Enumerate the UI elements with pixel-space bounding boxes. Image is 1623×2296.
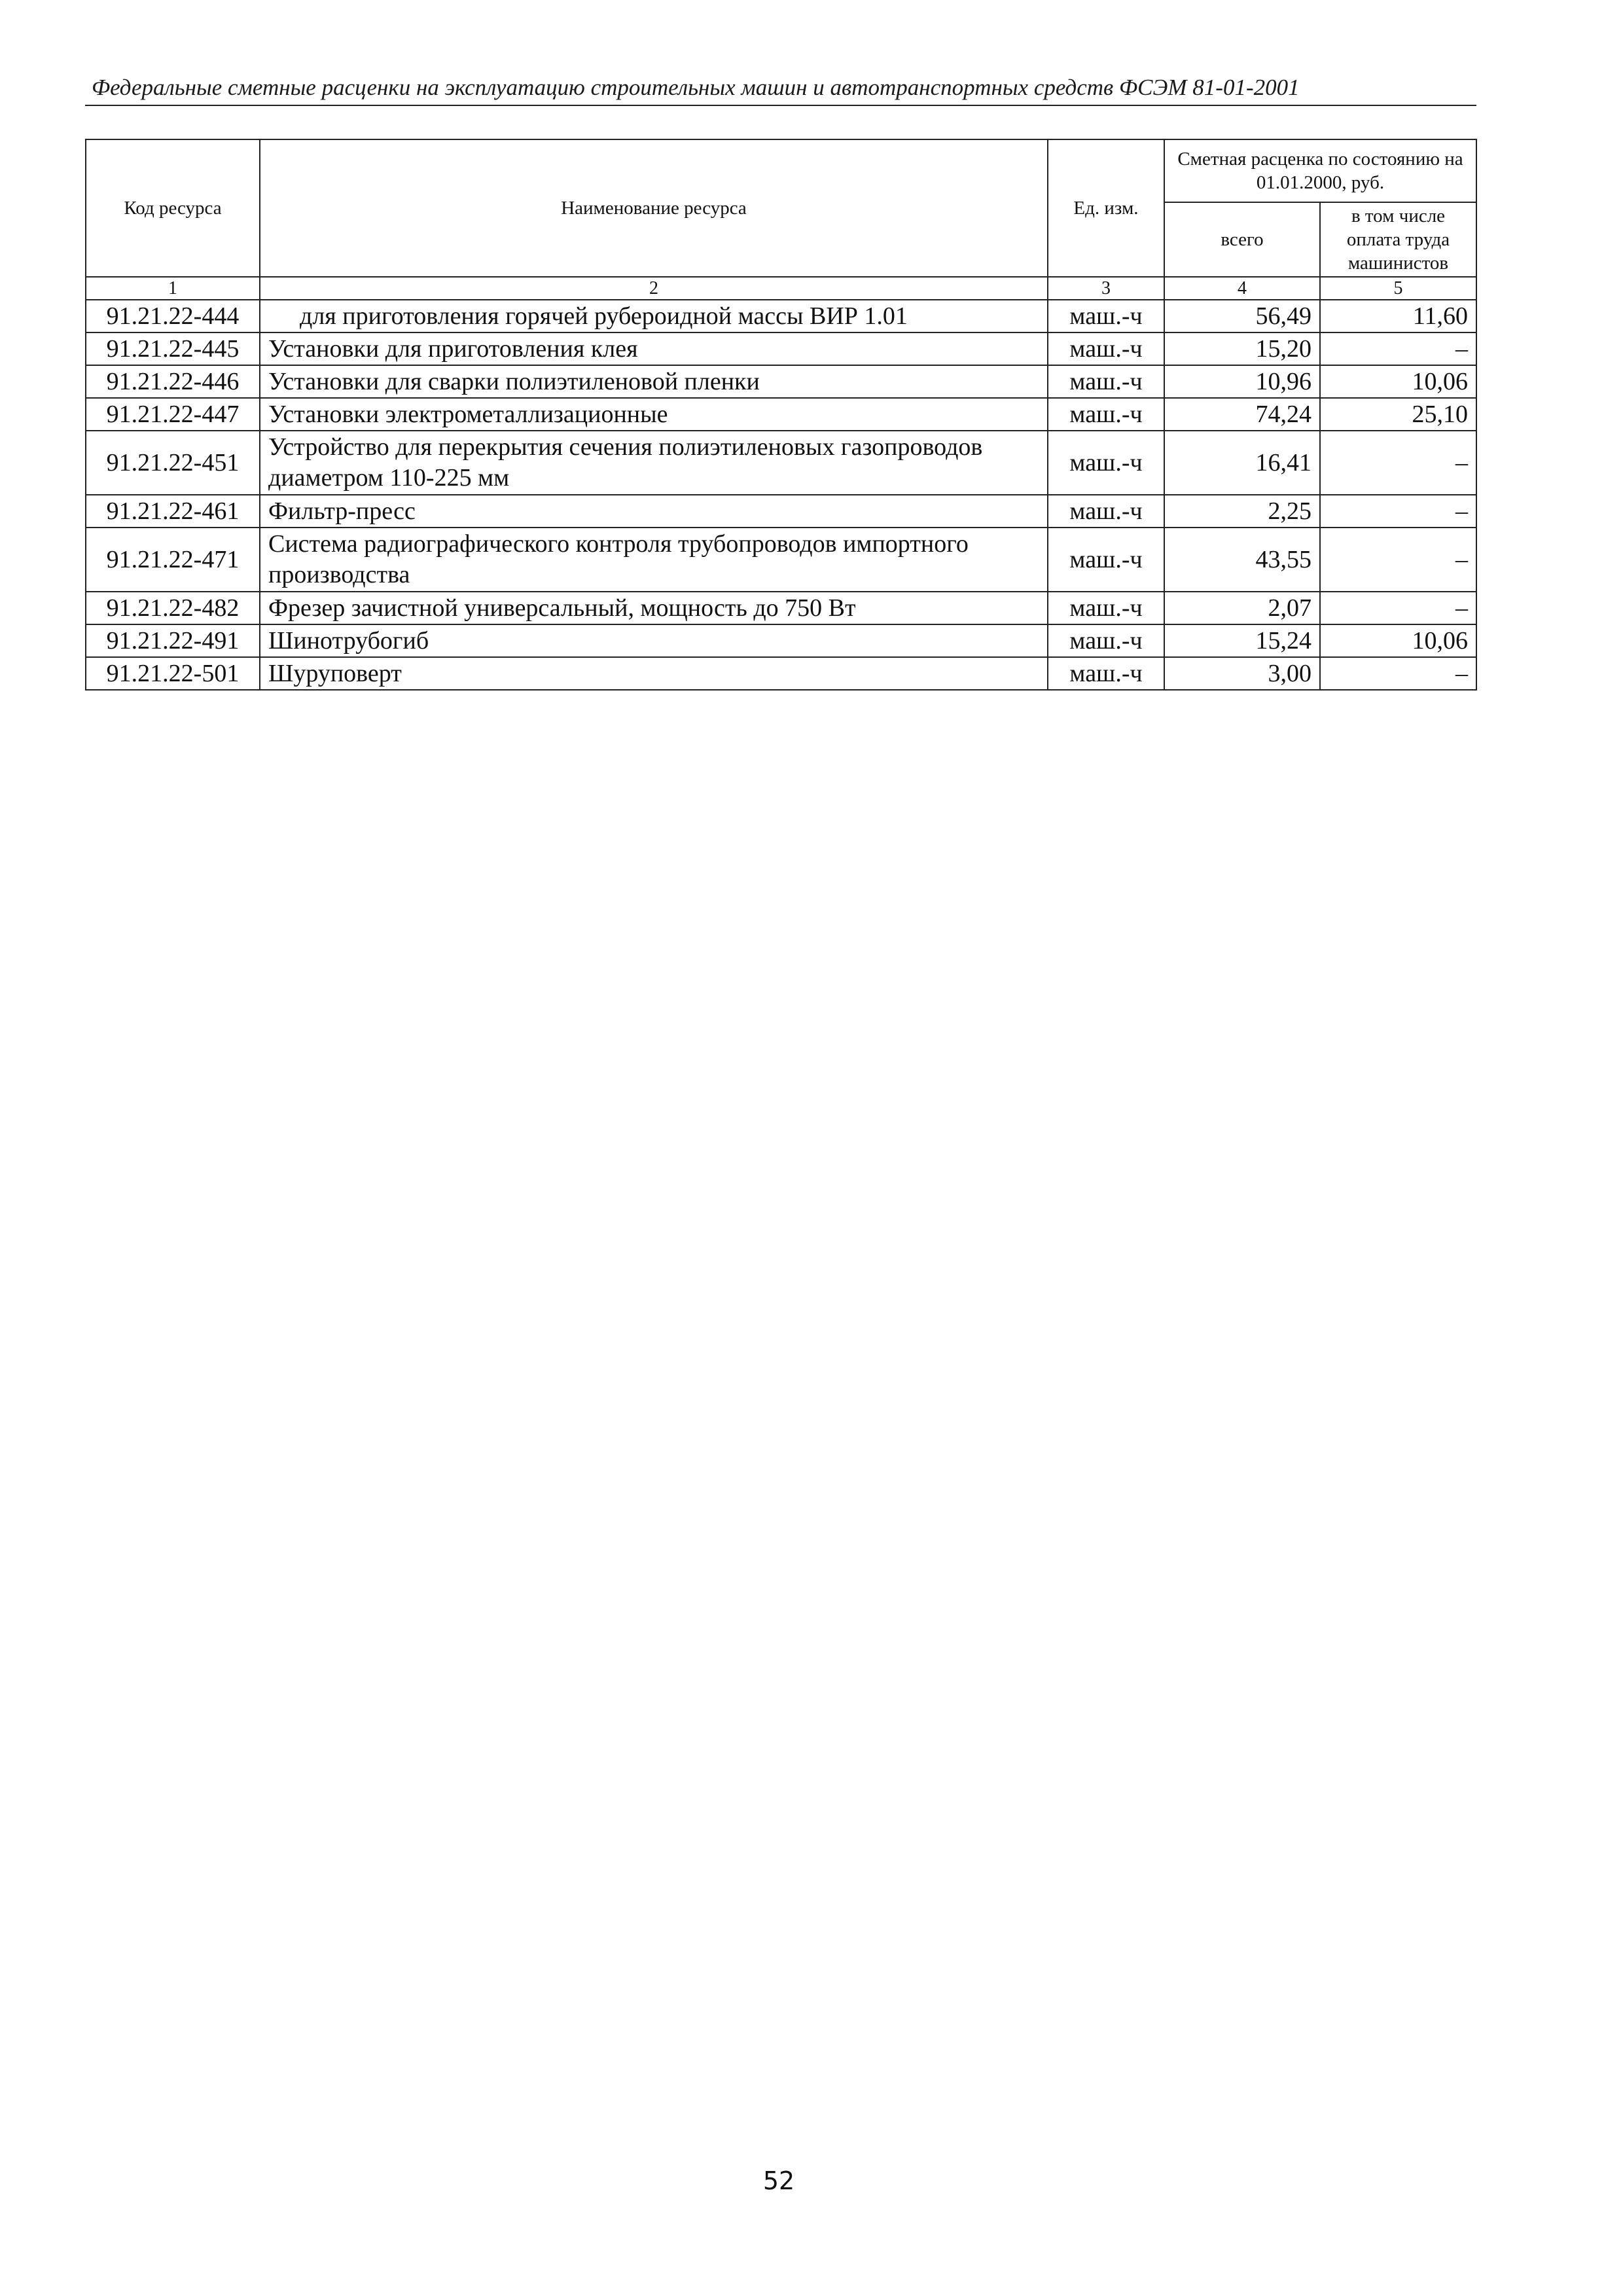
resource-rates-table bbox=[85, 139, 1477, 691]
cell-name: Шуруповерт bbox=[260, 657, 1048, 690]
table-row bbox=[86, 300, 1476, 332]
cell-name: Установки для сварки полиэтиленовой пленки bbox=[260, 365, 1048, 398]
table-row bbox=[86, 495, 1476, 528]
column-number: 5 bbox=[1320, 277, 1476, 300]
column-header-name: Наименование ресурса bbox=[260, 139, 1048, 277]
cell-code: 91.21.22-446 bbox=[86, 365, 260, 398]
document-header-title: Федеральные сметные расценки на эксплуатацию строительных машин и автотранспортных средств ФСЭМ 81-01-2001 bbox=[92, 75, 1300, 100]
page-number: 52 bbox=[762, 2166, 795, 2195]
cell-unit: маш.-ч bbox=[1048, 592, 1164, 624]
cell-code: 91.21.22-445 bbox=[86, 332, 260, 365]
cell-total: 3,00 bbox=[1164, 657, 1320, 690]
cell-labor: – bbox=[1320, 528, 1476, 592]
table-row bbox=[86, 365, 1476, 398]
cell-unit: маш.-ч bbox=[1048, 300, 1164, 332]
cell-name: для приготовления горячей рубероидной массы ВИР 1.01 bbox=[260, 300, 1048, 332]
cell-name: Установки электрометаллизационные bbox=[260, 398, 1048, 431]
table-row bbox=[86, 528, 1476, 592]
table-row bbox=[86, 431, 1476, 495]
cell-total: 15,20 bbox=[1164, 332, 1320, 365]
cell-unit: маш.-ч bbox=[1048, 398, 1164, 431]
cell-total: 56,49 bbox=[1164, 300, 1320, 332]
table-row bbox=[86, 592, 1476, 624]
table-row bbox=[86, 332, 1476, 365]
cell-labor: 25,10 bbox=[1320, 398, 1476, 431]
cell-total: 43,55 bbox=[1164, 528, 1320, 592]
cell-labor: – bbox=[1320, 431, 1476, 495]
table-row bbox=[86, 624, 1476, 657]
cell-labor: 10,06 bbox=[1320, 365, 1476, 398]
cell-unit: маш.-ч bbox=[1048, 431, 1164, 495]
cell-total: 16,41 bbox=[1164, 431, 1320, 495]
cell-total: 74,24 bbox=[1164, 398, 1320, 431]
cell-total: 2,25 bbox=[1164, 495, 1320, 528]
cell-labor: – bbox=[1320, 332, 1476, 365]
cell-total: 10,96 bbox=[1164, 365, 1320, 398]
cell-labor: – bbox=[1320, 657, 1476, 690]
cell-code: 91.21.22-482 bbox=[86, 592, 260, 624]
table-row bbox=[86, 398, 1476, 431]
column-header-unit: Ед. изм. bbox=[1048, 139, 1164, 277]
cell-total: 2,07 bbox=[1164, 592, 1320, 624]
column-header-total: всего bbox=[1164, 202, 1320, 277]
cell-unit: маш.-ч bbox=[1048, 365, 1164, 398]
column-number: 2 bbox=[260, 277, 1048, 300]
column-header-rate-group: Сметная расценка по состоянию на 01.01.2000, руб. bbox=[1164, 139, 1476, 202]
header-rule bbox=[85, 105, 1476, 106]
cell-unit: маш.-ч bbox=[1048, 332, 1164, 365]
cell-code: 91.21.22-461 bbox=[86, 495, 260, 528]
cell-labor: 10,06 bbox=[1320, 624, 1476, 657]
cell-name: Установки для приготовления клея bbox=[260, 332, 1048, 365]
cell-labor: – bbox=[1320, 592, 1476, 624]
cell-code: 91.21.22-451 bbox=[86, 431, 260, 495]
cell-unit: маш.-ч bbox=[1048, 495, 1164, 528]
table-row bbox=[86, 657, 1476, 690]
cell-name: Устройство для перекрытия сечения полиэтиленовых газопроводов диаметром 110-225 мм bbox=[260, 431, 1048, 495]
cell-code: 91.21.22-501 bbox=[86, 657, 260, 690]
cell-labor: – bbox=[1320, 495, 1476, 528]
column-number: 1 bbox=[86, 277, 260, 300]
cell-unit: маш.-ч bbox=[1048, 624, 1164, 657]
column-header-labor: в том числе оплата труда машинистов bbox=[1320, 202, 1476, 277]
cell-name: Фильтр-пресс bbox=[260, 495, 1048, 528]
cell-code: 91.21.22-444 bbox=[86, 300, 260, 332]
cell-labor: 11,60 bbox=[1320, 300, 1476, 332]
column-header-code: Код ресурса bbox=[86, 139, 260, 277]
cell-name: Шинотрубогиб bbox=[260, 624, 1048, 657]
cell-name: Система радиографического контроля трубопроводов импортного производства bbox=[260, 528, 1048, 592]
cell-unit: маш.-ч bbox=[1048, 528, 1164, 592]
column-number: 4 bbox=[1164, 277, 1320, 300]
cell-unit: маш.-ч bbox=[1048, 657, 1164, 690]
cell-code: 91.21.22-447 bbox=[86, 398, 260, 431]
cell-name: Фрезер зачистной универсальный, мощность до 750 Вт bbox=[260, 592, 1048, 624]
cell-code: 91.21.22-471 bbox=[86, 528, 260, 592]
cell-total: 15,24 bbox=[1164, 624, 1320, 657]
cell-code: 91.21.22-491 bbox=[86, 624, 260, 657]
column-number: 3 bbox=[1048, 277, 1164, 300]
